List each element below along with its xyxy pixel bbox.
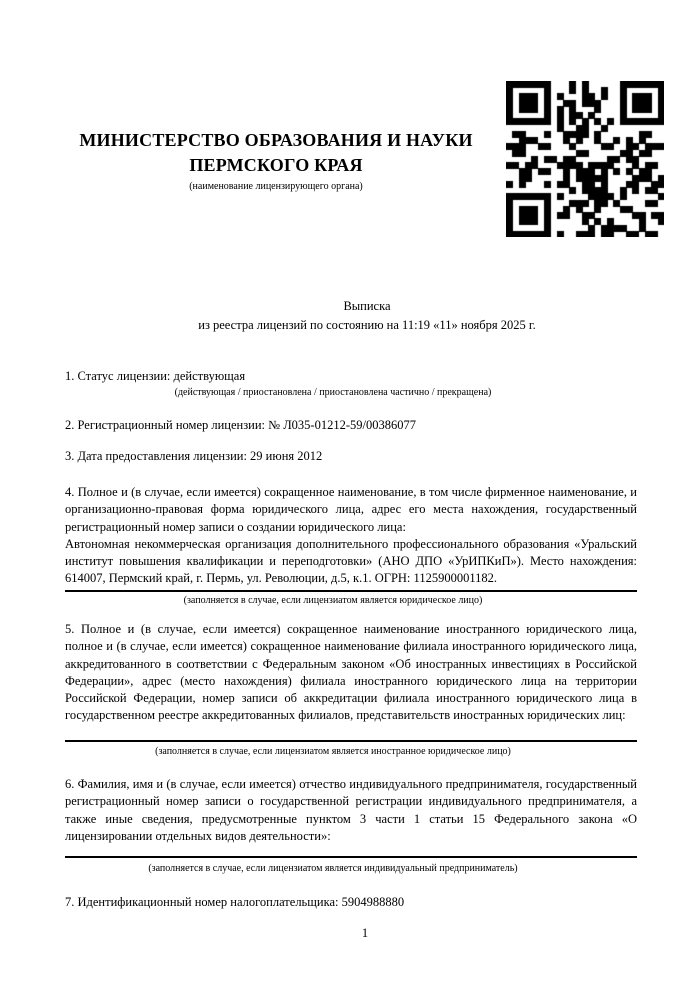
taxpayer-number-text: 7. Идентификационный номер налогоплательщика: 5904988880 [65, 895, 405, 909]
item-taxpayer-number [65, 894, 637, 911]
item-legal-entity [65, 484, 637, 607]
item-individual-entrepreneur [65, 776, 637, 875]
foreign-entity-rule [65, 740, 637, 742]
ministry-header [65, 128, 487, 193]
doc-title-line1: Выписка [343, 299, 391, 313]
foreign-entity-label: 5. Полное и (в случае, если имеется) сокращенное наименование иностранного юридического лица, полное и (в случае, если имеется) сокращенное наименование филиала иностранного юридического лица, аккредитованного в соответствии с Федеральным законом «Об иностранных инвестициях в Российской Федерации», адрес (место нахождения) филиала иностранного юридического лица на территории Российской Федерации, номер записи об аккредитации филиала иностранного юридического лица в государственном реестре аккредитованных филиалов, представительств иностранных юридических лиц: [65, 622, 637, 723]
legal-entity-caption: (заполняется в случае, если лицензиатом является юридическое лицо) [183, 594, 483, 606]
item-registration-number [65, 417, 637, 434]
legal-entity-rule [65, 590, 637, 592]
individual-entrepreneur-caption: (заполняется в случае, если лицензиатом является индивидуальный предприниматель) [148, 863, 518, 875]
license-status-options-caption: (действующая / приостановлена / приостановлена частично / прекращена) [174, 387, 492, 399]
item-license-grant-date [65, 448, 637, 465]
legal-entity-label: 4. Полное и (в случае, если имеется) сокращенное наименование, в том числе фирменное наименование, и организационно-правовая форма юридического лица, адрес его места нахождения, государственный регистрационный номер записи о создании юридического лица: [65, 485, 637, 534]
individual-entrepreneur-label: 6. Фамилия, имя и (в случае, если имеется) отчество индивидуального предпринимателя, государственный регистрационный номер записи о государственной регистрации индивидуального предпринимателя, а также иные сведения, предусмотренные пунктом 3 части 1 статьи 15 Федерального закона «О лицензировании отдельных видов деятельности»: [65, 777, 637, 843]
license-grant-date-text: 3. Дата предоставления лицензии: 29 июня 2012 [65, 449, 323, 463]
registration-number-text: 2. Регистрационный номер лицензии: № Л035-01212-59/00386077 [65, 418, 416, 432]
doc-title-line2: из реестра лицензий по состоянию на 11:19 «11» ноября 2025 г. [198, 317, 536, 332]
item-license-status [65, 368, 637, 399]
licensing-authority-caption: (наименование лицензирующего органа) [189, 181, 363, 192]
ministry-name-line2: ПЕРМСКОГО КРАЯ [189, 155, 363, 175]
legal-entity-value: Автономная некоммерческая организация дополнительного профессионального образования «Уральский институт повышения квалификации и переподготовки» (АНО ДПО «УрИПКиП»). Место нахождения: 614007, Пермский край, г. Пермь, ул. Революции, д.5, к.1. ОГРН: 1125900001182. [65, 536, 637, 586]
ministry-name-line1: МИНИСТЕРСТВО ОБРАЗОВАНИЯ И НАУКИ [79, 130, 473, 150]
qr-code-icon [506, 81, 664, 237]
foreign-entity-caption: (заполняется в случае, если лицензиатом является иностранное юридическое лицо) [155, 745, 511, 757]
page-number: 1 [361, 926, 369, 940]
document-title [81, 297, 653, 334]
item-foreign-entity [65, 621, 637, 758]
license-status-text: 1. Статус лицензии: действующая [65, 369, 246, 383]
individual-entrepreneur-rule [65, 856, 637, 858]
